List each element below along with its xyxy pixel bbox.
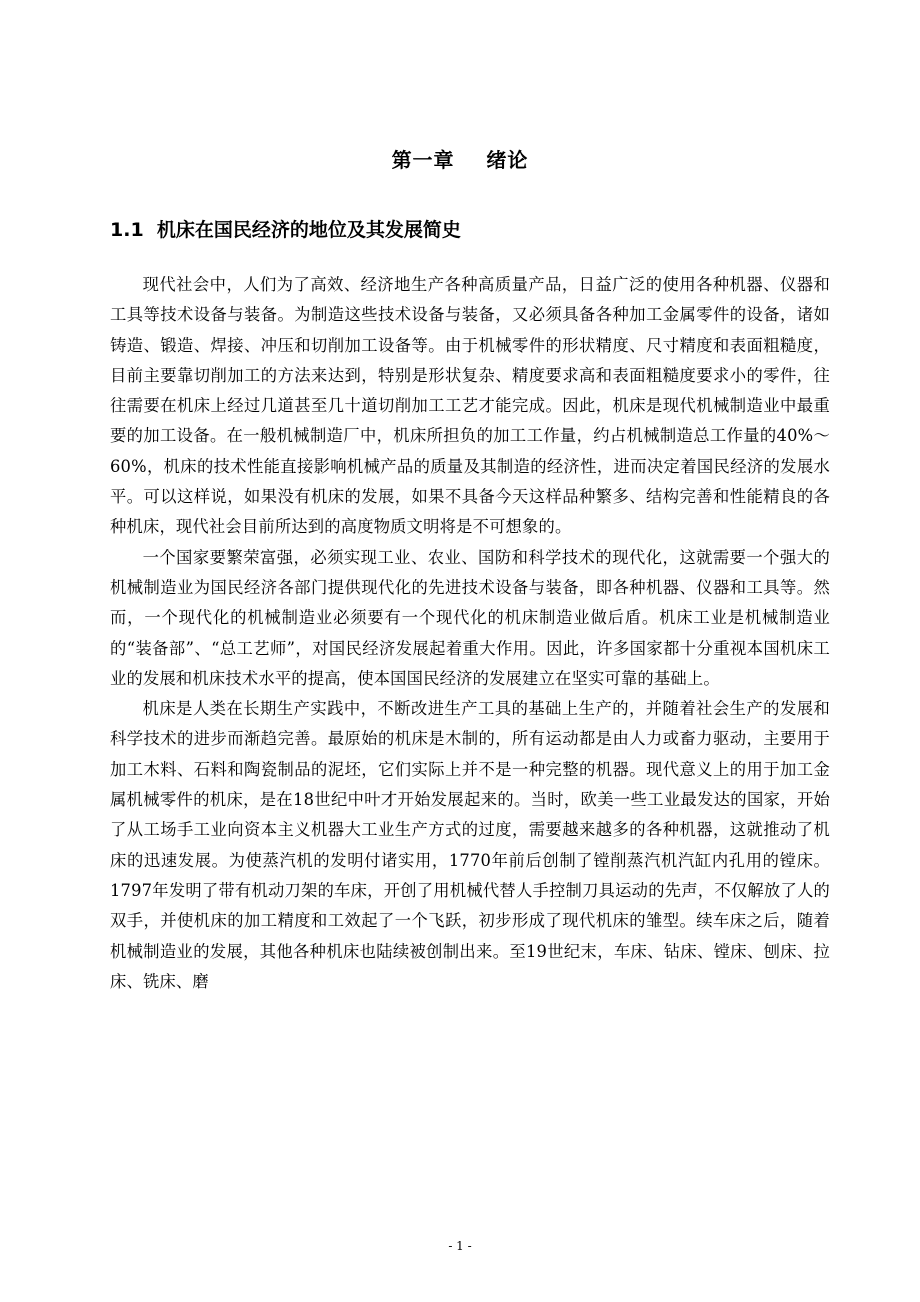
page-number: - 1 - (448, 1239, 472, 1253)
body-text (110, 270, 830, 997)
paragraph-3: 机床是人类在长期生产实践中，不断改进生产工具的基础上生产的，并随着社会生产的发展和科学技术的进步而渐趋完善。最原始的机床是木制的，所有运动都是由人力或畜力驱动，主要用于加工木料、石料和陶瓷制品的泥坯，它们实际上并不是一种完整的机器。现代意义上的用于加工金属机械零件的机床，是在18世纪中叶才开始发展起来的。当时，欧美一些工业最发达的国家，开始了从工场手工业向资本主义机器大工业生产方式的过度，需要越来越多的各种机器，这就推动了机床的迅速发展。为使蒸汽机的发明付诸实用，1770年前后创制了镗削蒸汽机汽缸内孔用的镗床。1797年发明了带有机动刀架的车床，开创了用机械代替人手控制刀具运动的先声，不仅解放了人的双手，并使机床的加工精度和工效起了一个飞跃，初步形成了现代机床的雏型。续车床之后，随着机械制造业的发展，其他各种机床也陆续被创制出来。至19世纪末，车床、钻床、镗床、刨床、拉床、铣床、磨 (110, 699, 830, 991)
paragraph-1: 现代社会中，人们为了高效、经济地生产各种高质量产品，日益广泛的使用各种机器、仪器和工具等技术设备与装备。为制造这些技术设备与装备，又必须具备各种加工金属零件的设备，诸如铸造、锻造、焊接、冲压和切削加工设备等。由于机械零件的形状精度、尺寸精度和表面粗糙度，目前主要靠切削加工的方法来达到，特别是形状复杂、精度要求高和表面粗糙度要求小的零件，往往需要在机床上经过几道甚至几十道切削加工工艺才能完成。因此，机床是现代机械制造业中最重要的加工设备。在一般机械制造厂中，机床所担负的加工工作量，约占机械制造总工作量的40%～60%，机床的技术性能直接影响机械产品的质量及其制造的经济性，进而决定着国民经济的发展水平。可以这样说，如果没有机床的发展，如果不具备今天这样品种繁多、结构完善和性能精良的各种机床，现代社会目前所达到的高度物质文明将是不可想象的。 (110, 275, 830, 537)
paragraph-2: 一个国家要繁荣富强，必须实现工业、农业、国防和科学技术的现代化，这就需要一个强大的机械制造业为国民经济各部门提供现代化的先进技术设备与装备，即各种机器、仪器和工具等。然而，一个现代化的机械制造业必须要有一个现代化的机床制造业做后盾。机床工业是机械制造业的“装备部”、“总工艺师”，对国民经济发展起着重大作用。因此，许多国家都十分重视本国机床工业的发展和机床技术水平的提高，使本国国民经济的发展建立在坚实可靠的基础上。 (110, 547, 830, 688)
section-title: 1.1 机床在国民经济的地位及其发展简史 (110, 219, 461, 241)
chapter-title: 第一章 绪论 (391, 148, 529, 172)
